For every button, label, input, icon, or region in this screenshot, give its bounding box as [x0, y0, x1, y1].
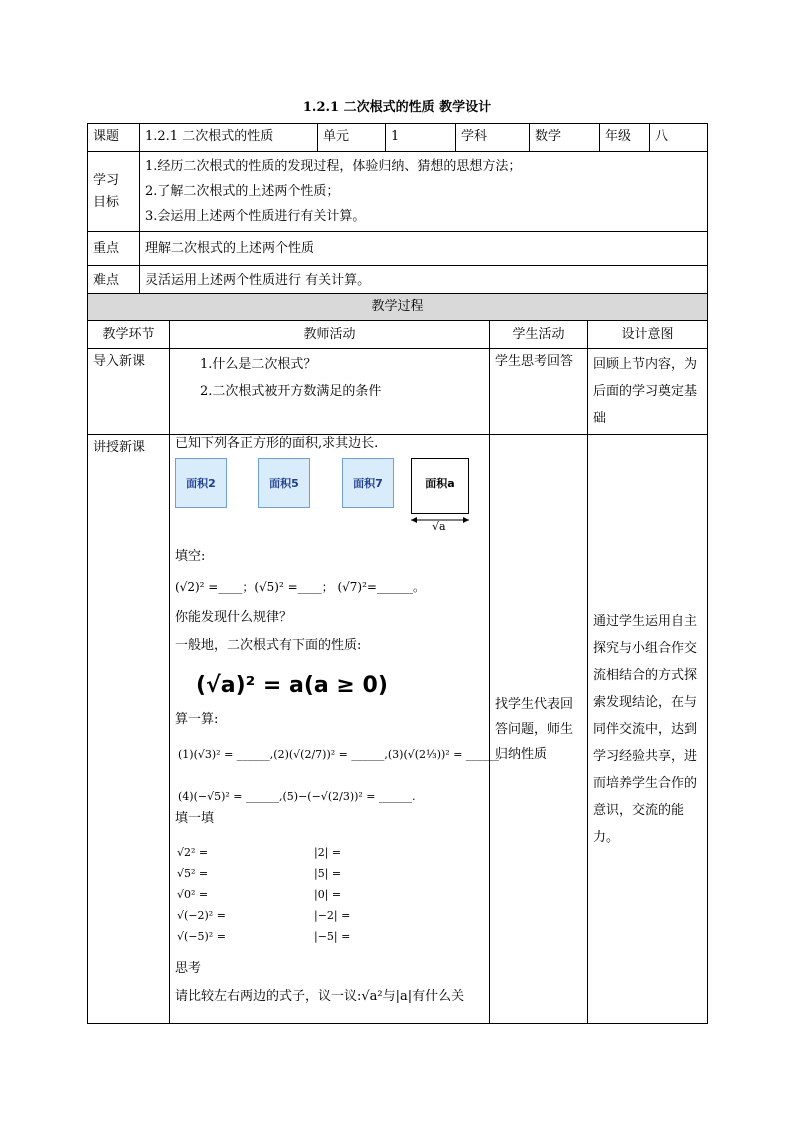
col-header-teacher: 教师活动 — [170, 321, 490, 349]
right-expr: |−2| = — [314, 909, 351, 922]
fill-label: 填空: — [175, 549, 206, 564]
right-expr: |5| = — [314, 867, 342, 880]
objectives-label: 学习 目标 — [88, 152, 140, 232]
subject-value: 数学 — [530, 124, 600, 152]
col-header-intent: 设计意图 — [588, 321, 708, 349]
left-expr: √0² = — [177, 888, 209, 901]
info-table — [87, 123, 708, 296]
lecture-stage: 讲授新课 — [88, 435, 170, 1024]
square-area-7: 面积7 — [342, 458, 394, 508]
lecture-intent: 通过学生运用自主探究与小组合作交流相结合的方式探索发现结论，在与同伴交流中，达到学习经验共享，进而培养学生合作的意识，交流的能力。 — [588, 435, 708, 1024]
lecture-prompt: 已知下列各正方形的面积,求其边长. — [175, 436, 379, 451]
calc-line-2: (4)(−√5)² = ______,(5)−(−√(2/3))² = ______. — [178, 790, 416, 803]
subject-label: 学科 — [456, 124, 530, 152]
intro-teacher-line: 2.二次根式被开方数满足的条件 — [200, 384, 382, 399]
calc-line-1: (1)(√3)² = ______,(2)(√(2/7))² = ______,(3)(√(2⅓))² = ______, — [178, 748, 503, 761]
unit-value: 1 — [386, 124, 456, 152]
square-area-a: 面积a — [411, 458, 469, 514]
objective-item: 2.了解二次根式的上述两个性质； — [145, 184, 340, 199]
square-area-5: 面积5 — [258, 458, 310, 508]
square-area-2: 面积2 — [175, 458, 227, 508]
right-column — [314, 842, 350, 947]
grade-label: 年级 — [600, 124, 650, 152]
topic-label: 课题 — [88, 124, 140, 152]
objective-item: 1.经历二次根式的性质的发现过程，体验归纳、猜想的思想方法； — [145, 159, 522, 174]
right-expr: |2| = — [314, 846, 342, 859]
objective-item: 3.会运用上述两个性质进行有关计算。 — [145, 209, 366, 224]
left-expr: √(−2)² = — [177, 909, 226, 922]
general-statement: 一般地，二次根式有下面的性质: — [175, 638, 362, 653]
intro-intent: 回顾上节内容，为后面的学习奠定基础 — [588, 349, 708, 435]
process-heading: 教学过程 — [88, 294, 708, 321]
property-formula: (√a)² = a(a ≥ 0) — [196, 673, 388, 698]
intro-stage: 导入新课 — [88, 349, 170, 435]
fill2-label: 填一填 — [175, 811, 215, 826]
key-point-label: 重点 — [88, 232, 140, 266]
calc-label: 算一算: — [175, 712, 219, 727]
difficulty-label: 难点 — [88, 266, 140, 296]
difficulty-text: 灵活运用上述两个性质进行 有关计算。 — [140, 266, 708, 296]
lecture-student: 找学生代表回答问题，师生归纳性质 — [490, 435, 588, 1024]
objectives-text — [140, 152, 708, 232]
topic-value: 1.2.1 二次根式的性质 — [140, 124, 318, 152]
col-header-student: 学生活动 — [490, 321, 588, 349]
intro-student: 学生思考回答 — [490, 349, 588, 435]
right-expr: |0| = — [314, 888, 342, 901]
side-length-label: √a — [432, 520, 446, 533]
left-expr: √5² = — [177, 867, 209, 880]
think-text: 请比较左右两边的式子，议一议:√a²与|a|有什么关 — [175, 989, 465, 1004]
left-expr: √2² = — [177, 846, 209, 859]
col-header-stage: 教学环节 — [88, 321, 170, 349]
unit-label: 单元 — [318, 124, 386, 152]
document-title: 1.2.1 二次根式的性质 教学设计 — [302, 100, 492, 115]
fill-expression: (√2)² =____；(√5)² =____； (√7)²=______。 — [175, 580, 425, 594]
intro-teacher-line: 1.什么是二次根式？ — [200, 357, 317, 372]
think-label: 思考 — [175, 961, 202, 976]
grade-value: 八 — [650, 124, 708, 152]
left-expr: √(−5)² = — [177, 930, 226, 943]
key-point-text: 理解二次根式的上述两个性质 — [140, 232, 708, 266]
left-column — [177, 842, 226, 947]
discover-question: 你能发现什么规律？ — [175, 610, 293, 625]
intro-teacher — [170, 349, 490, 435]
right-expr: |−5| = — [314, 930, 351, 943]
